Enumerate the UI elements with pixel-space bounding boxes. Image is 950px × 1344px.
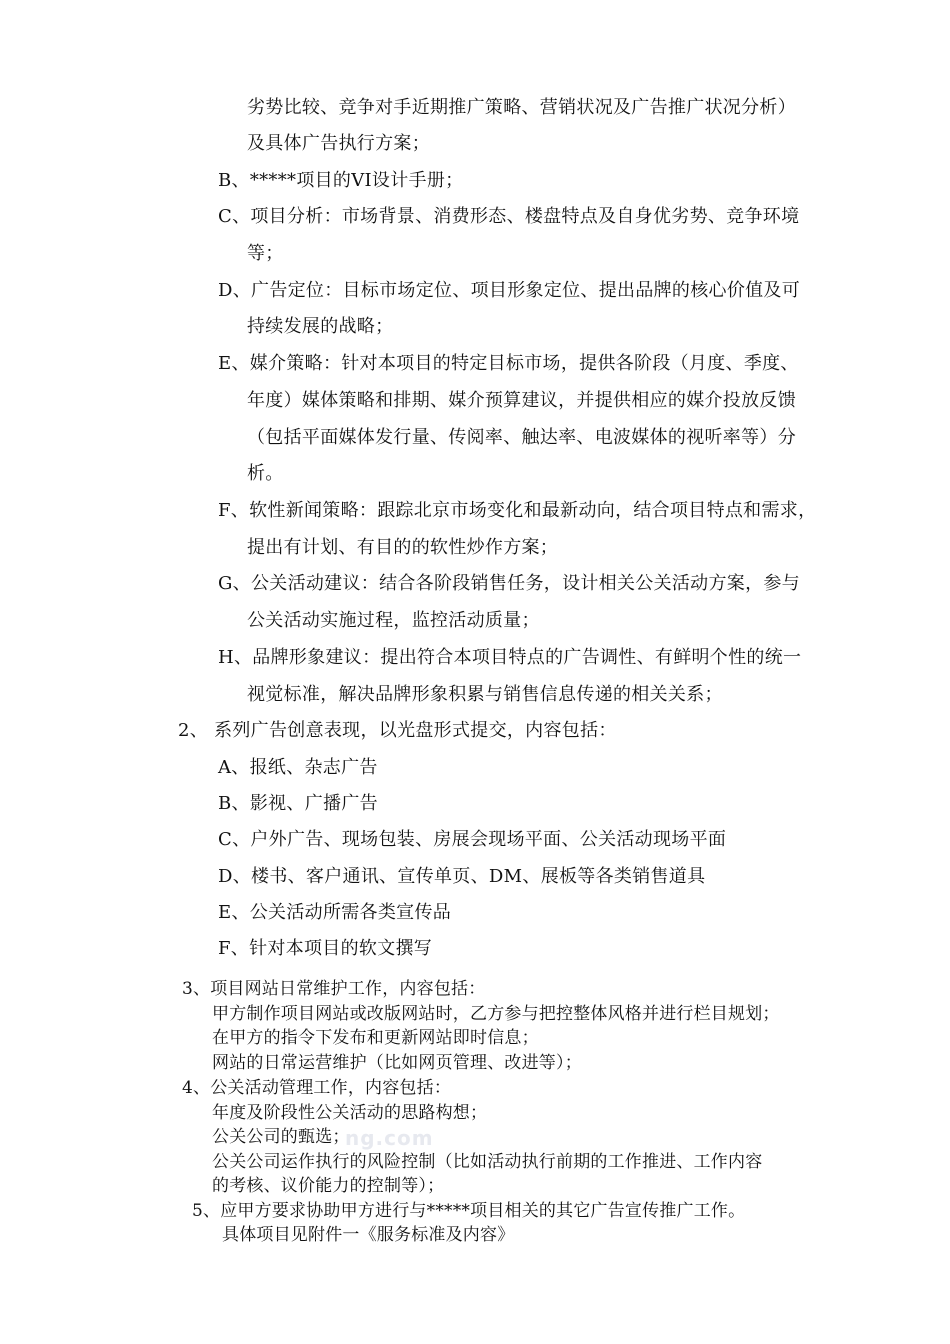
list-item: B、影视、广播广告	[218, 793, 378, 814]
text-line: 析。	[247, 463, 284, 484]
list-item-e: E、媒介策略：针对本项目的特定目标市场，提供各阶段（月度、季度、	[218, 353, 799, 374]
text-line: 及具体广告执行方案；	[247, 133, 430, 154]
section-heading-2: 2、 系列广告创意表现，以光盘形式提交，内容包括：	[178, 720, 617, 741]
watermark: ng.com	[345, 1126, 434, 1150]
list-item-g: G、公关活动建议：结合各阶段销售任务，设计相关公关活动方案，参与	[218, 573, 800, 594]
text-line: 年度）媒体策略和排期、媒介预算建议，并提供相应的媒介投放反馈	[247, 390, 796, 411]
text-line: 等；	[247, 243, 284, 264]
text-line: 劣势比较、竞争对手近期推广策略、营销状况及广告推广状况分析）	[247, 97, 796, 118]
list-item-b: B、*****项目的VI设计手册；	[218, 170, 464, 191]
list-item: C、户外广告、现场包装、房展会现场平面、公关活动现场平面	[218, 829, 727, 850]
list-item-f: F、软性新闻策略：跟踪北京市场变化和最新动向，结合项目特点和需求，	[218, 500, 817, 521]
text-line: 的考核、议价能力的控制等）；	[212, 1176, 445, 1196]
list-item: E、公关活动所需各类宣传品	[218, 902, 452, 923]
section-heading-3: 3、项目网站日常维护工作，内容包括：	[182, 979, 486, 999]
list-item-h: H、品牌形象建议：提出符合本项目特点的广告调性、有鲜明个性的统一	[218, 647, 802, 668]
list-item: A、报纸、杂志广告	[218, 757, 378, 778]
text-line: 甲方制作项目网站或改版网站时，乙方参与把控整体风格并进行栏目规划；	[212, 1004, 780, 1024]
text-line: 在甲方的指令下发布和更新网站即时信息；	[212, 1028, 539, 1048]
section-heading-4: 4、公关活动管理工作，内容包括：	[182, 1078, 452, 1098]
text-line: 年度及阶段性公关活动的思路构想；	[212, 1103, 488, 1123]
list-item-c: C、项目分析：市场背景、消费形态、楼盘特点及自身优劣势、竞争环境	[218, 206, 800, 227]
list-item: F、针对本项目的软文撰写	[218, 938, 433, 959]
text-line: 视觉标准，解决品牌形象积累与销售信息传递的相关关系；	[247, 684, 723, 705]
list-item-d: D、广告定位：目标市场定位、项目形象定位、提出品牌的核心价值及可	[218, 280, 801, 301]
text-line: 持续发展的战略；	[247, 316, 394, 337]
list-item: D、楼书、客户通讯、宣传单页、DM、展板等各类销售道具	[218, 866, 706, 887]
section-heading-5: 5、应甲方要求协助甲方进行与*****项目相关的其它广告宣传推广工作。	[192, 1201, 746, 1221]
text-line: 公关公司的甄选；	[212, 1127, 350, 1147]
text-line: 具体项目见附件一《服务标准及内容》	[222, 1225, 515, 1245]
text-line: 网站的日常运营维护（比如网页管理、改进等）；	[212, 1053, 582, 1073]
text-line: （包括平面媒体发行量、传阅率、触达率、电波媒体的视听率等）分	[247, 427, 796, 448]
text-line: 提出有计划、有目的的软性炒作方案；	[247, 537, 559, 558]
text-line: 公关公司运作执行的风险控制（比如活动执行前期的工作推进、工作内容	[212, 1152, 763, 1172]
text-line: 公关活动实施过程，监控活动质量；	[247, 610, 540, 631]
